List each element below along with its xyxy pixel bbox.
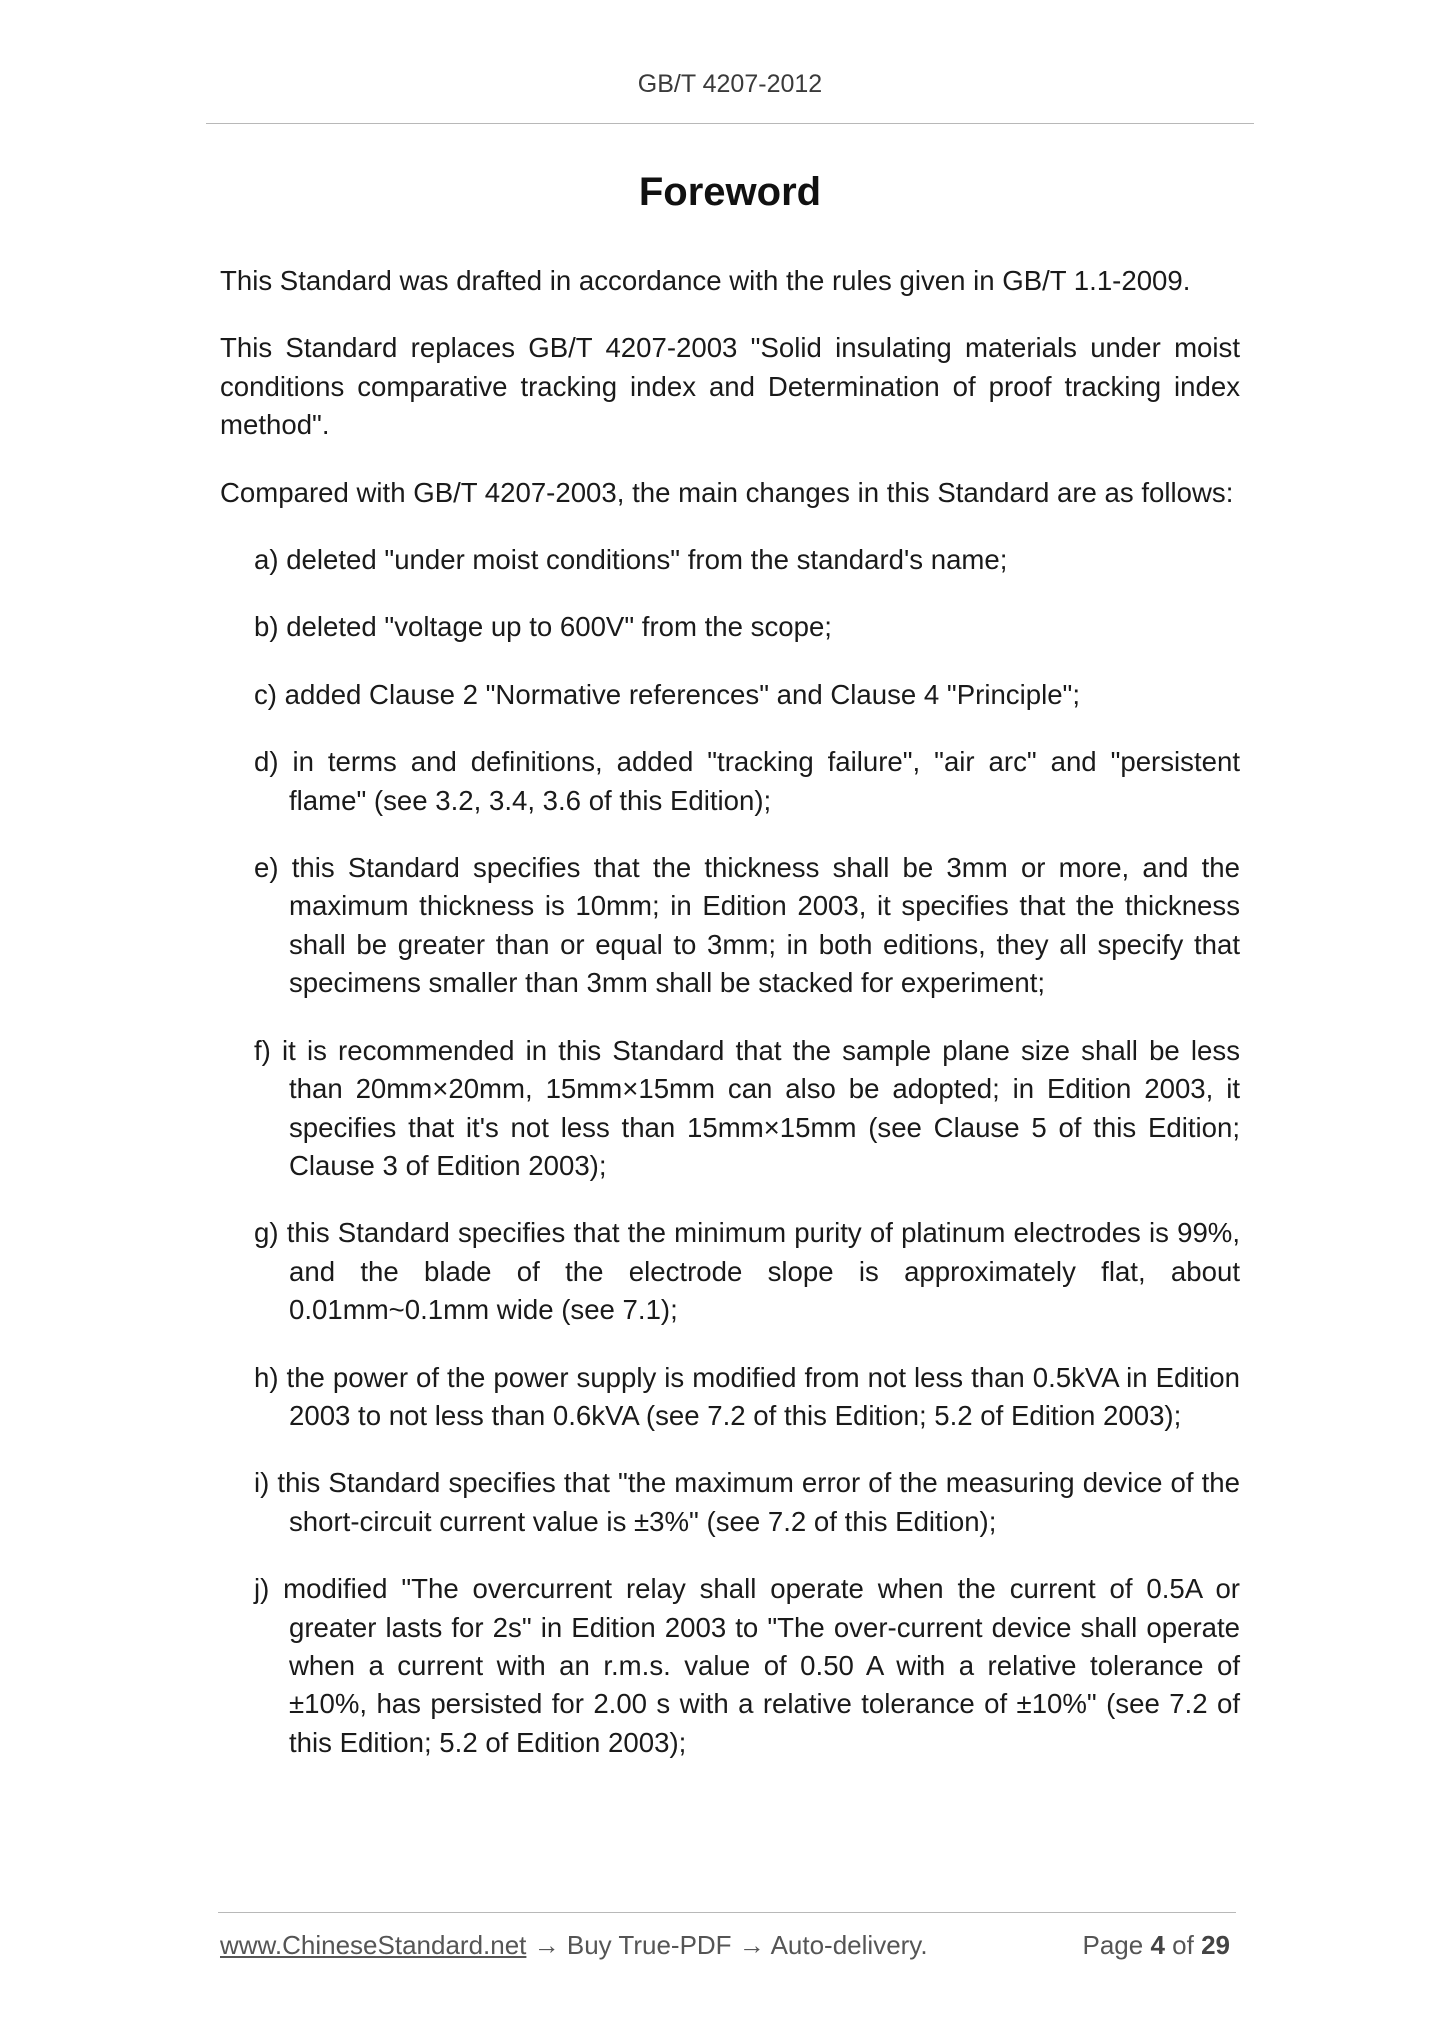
footer-divider [218,1912,1236,1913]
chinesestandard-link[interactable]: www.ChineseStandard.net [220,1930,527,1960]
paragraph-drafting-rules: This Standard was drafted in accordance with the rules given in GB/T 1.1-2009. [220,265,1191,296]
paragraph-compared: Compared with GB/T 4207-2003, the main changes in this Standard are as follows: [220,476,1234,508]
change-item-a: a) deleted "under moist conditions" from the standard's name; [254,544,1008,576]
change-item-f: f) it is recommended in this Standard that the sample plane size shall be less than 20mm×20mm, 15mm×15mm can also be adopted; in Edition 2003, it specifies that it's not less than 15mm×15mm (see Clause 5 of this Edition; Clause 3 of Edition 2003); [254,1034,1240,1181]
change-item-g: g) this Standard specifies that the minimum purity of platinum electrodes is 99%, and the blade of the electrode slope is approximately flat, about 0.01mm~0.1mm wide (see 7.1); [254,1217,1240,1326]
page-of-label: of [1172,1930,1194,1960]
paragraph-replaces: This Standard replaces GB/T 4207-2003 "Solid insulating materials under moist conditions comparative tracking index and Determination of proof tracking index method". [220,332,1240,441]
page-label: Page [1082,1930,1144,1960]
document-code-header: GB/T 4207-2012 [637,70,823,98]
page-footer [220,1930,1230,1961]
foreword-body [220,262,1240,1791]
changes-list [220,541,1240,1762]
change-item-i: i) this Standard specifies that "the maximum error of the measuring device of the short-circuit current value is ±3%" (see 7.2 of this Edition); [254,1467,1240,1537]
change-item-d: d) in terms and definitions, added "tracking failure", "air arc" and "persistent flame" (see 3.2, 3.4, 3.6 of this Edition); [254,746,1240,816]
footer-tagline: → Buy True-PDF → Auto-delivery. [526,1930,928,1960]
page-current: 4 [1150,1930,1165,1960]
header-divider [206,123,1254,124]
page-total: 29 [1201,1930,1230,1960]
change-item-c: c) added Clause 2 "Normative references" and Clause 4 "Principle"; [254,678,1081,710]
change-item-e: e) this Standard specifies that the thickness shall be 3mm or more, and the maximum thickness is 10mm; in Edition 2003, it specifies that the thickness shall be greater than or equal to 3mm; in both editions, they all specify that specimens smaller than 3mm shall be stacked for experiment; [254,852,1240,999]
page-number [1082,1930,1230,1961]
change-item-b: b) deleted "voltage up to 600V" from the scope; [254,611,832,643]
page-title: Foreword [638,170,822,214]
change-item-j: j) modified "The overcurrent relay shall operate when the current of 0.5A or greater lasts for 2s" in Edition 2003 to "The over-current device shall operate when a current with an r.m.s. value of 0.50 A with a relative tolerance of ±10%, has persisted for 2.00 s with a relative tolerance of ±10%" (see 7.2 of this Edition; 5.2 of Edition 2003); [254,1573,1240,1758]
change-item-h: h) the power of the power supply is modified from not less than 0.5kVA in Edition 2003 to not less than 0.6kVA (see 7.2 of this Edition; 5.2 of Edition 2003); [254,1361,1240,1431]
